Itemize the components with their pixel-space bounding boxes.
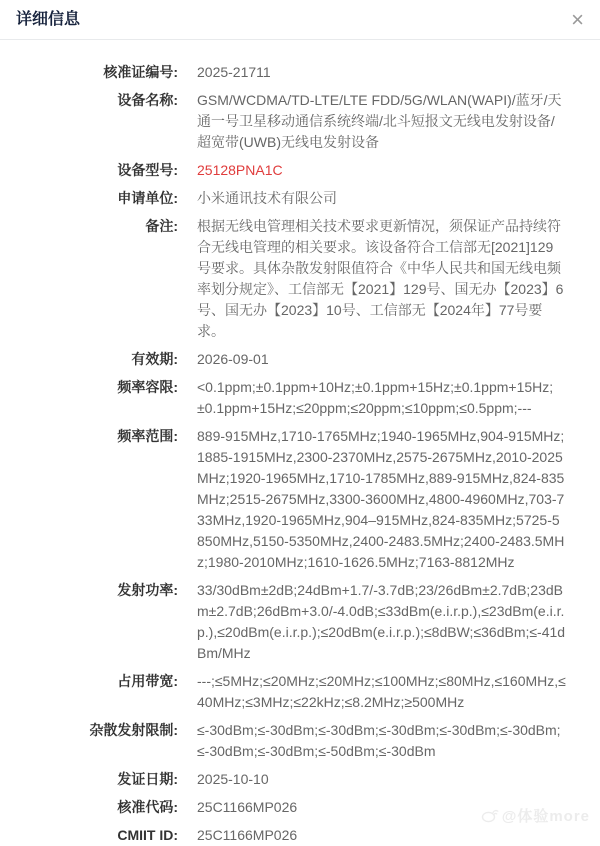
field-label: 申请单位: — [117, 190, 178, 206]
field-label: 频率范围: — [117, 428, 178, 444]
detail-row — [0, 769, 600, 790]
field-label: 核准代码: — [117, 799, 178, 815]
detail-row — [0, 671, 600, 713]
field-value: 33/30dBm±2dB;24dBm+1.7/-3.7dB;23/26dBm±2.7dB;23dBm±2.7dB;26dBm+3.0/-4.0dB;≤33dBm(e.i.r.p.),≤23dBm(e.i.r.p.),≤20dBm(e.i.r.p.);≤20dBm(e.i.r.p.);≤8dBW;≤36dBm;≤-41dBm/MHz — [197, 582, 566, 661]
field-value: 2025-10-10 — [197, 771, 269, 787]
field-value: ≤-30dBm;≤-30dBm;≤-30dBm;≤-30dBm;≤-30dBm;≤-30dBm;≤-30dBm;≤-30dBm;≤-50dBm;≤-30dBm — [197, 722, 561, 759]
detail-row — [0, 349, 600, 370]
detail-row — [0, 216, 600, 342]
modal-header — [0, 0, 600, 40]
detail-row — [0, 62, 600, 83]
detail-list — [0, 40, 600, 846]
field-value: 889-915MHz,1710-1765MHz;1940-1965MHz,904-915MHz;1885-1915MHz,2300-2370MHz,2575-2675MHz,2010-2025MHz;1920-1965MHz,1710-1785MHz,889-915MHz,824-835MHz;2515-2675MHz,3300-3600MHz,4800-4960MHz,703-733MHz,1920-1965MHz,904–915MHz,824-835MHz;5725-5850MHz,5150-5350MHz,2400-2483.5MHz;2400-2483.5MHz;1980-2010MHz;1610-1626.5MHz;7163-8812MHz — [197, 428, 565, 570]
field-value: <0.1ppm;±0.1ppm+10Hz;±0.1ppm+15Hz;±0.1ppm+15Hz;±0.1ppm+15Hz;≤20ppm;≤20ppm;≤10ppm;≤0.5ppm;--- — [197, 379, 554, 416]
field-value: 25128PNA1C — [197, 162, 283, 178]
modal-title: 详细信息 — [16, 10, 81, 28]
field-label: 发射功率: — [117, 582, 178, 598]
detail-row — [0, 90, 600, 153]
field-label: 占用带宽: — [117, 673, 178, 689]
field-value: 根据无线电管理相关技术要求更新情况，须保证产品持续符合无线电管理的相关要求。该设备符合工信部无[2021]129号要求。具体杂散发射限值符合《中华人民共和国无线电频率划分规定》、工信部无【2021】129号、国无办【2023】6号、国无办【2023】10号、工信部无【2024年】77号要求。 — [197, 218, 564, 339]
field-label: 有效期: — [131, 351, 178, 367]
detail-row — [0, 160, 600, 181]
field-value: 小米通讯技术有限公司 — [197, 190, 337, 206]
field-value: 25C1166MP026 — [197, 827, 298, 843]
field-value: 2025-21711 — [197, 64, 271, 80]
detail-row — [0, 825, 600, 846]
weibo-bird-icon — [481, 808, 499, 823]
field-value: ---;≤5MHz;≤20MHz;≤20MHz;≤100MHz;≤80MHz,≤160MHz,≤40MHz;≤3MHz;≤22kHz;≤8.2MHz;≥500MHz — [197, 673, 566, 710]
close-icon[interactable]: × — [571, 6, 584, 32]
field-label: 核准证编号: — [103, 64, 178, 80]
field-label: 设备名称: — [117, 92, 178, 108]
field-label: 杂散发射限制: — [89, 722, 178, 738]
detail-row — [0, 188, 600, 209]
field-value: GSM/WCDMA/TD-LTE/LTE FDD/5G/WLAN(WAPI)/蓝牙/天通一号卫星移动通信系统终端/北斗短报文无线电发射设备/超宽带(UWB)无线电发射设备 — [197, 92, 562, 150]
field-value: 25C1166MP026 — [197, 799, 298, 815]
detail-row — [0, 580, 600, 664]
field-label: CMIIT ID: — [117, 827, 178, 843]
field-label: 发证日期: — [117, 771, 178, 787]
detail-row — [0, 377, 600, 419]
detail-row — [0, 426, 600, 573]
detail-row — [0, 720, 600, 762]
watermark-text: @体验more — [501, 808, 590, 825]
watermark — [481, 805, 590, 826]
field-label: 设备型号: — [117, 162, 178, 178]
field-value: 2026-09-01 — [197, 351, 269, 367]
field-label: 备注: — [145, 218, 178, 234]
field-label: 频率容限: — [117, 379, 178, 395]
